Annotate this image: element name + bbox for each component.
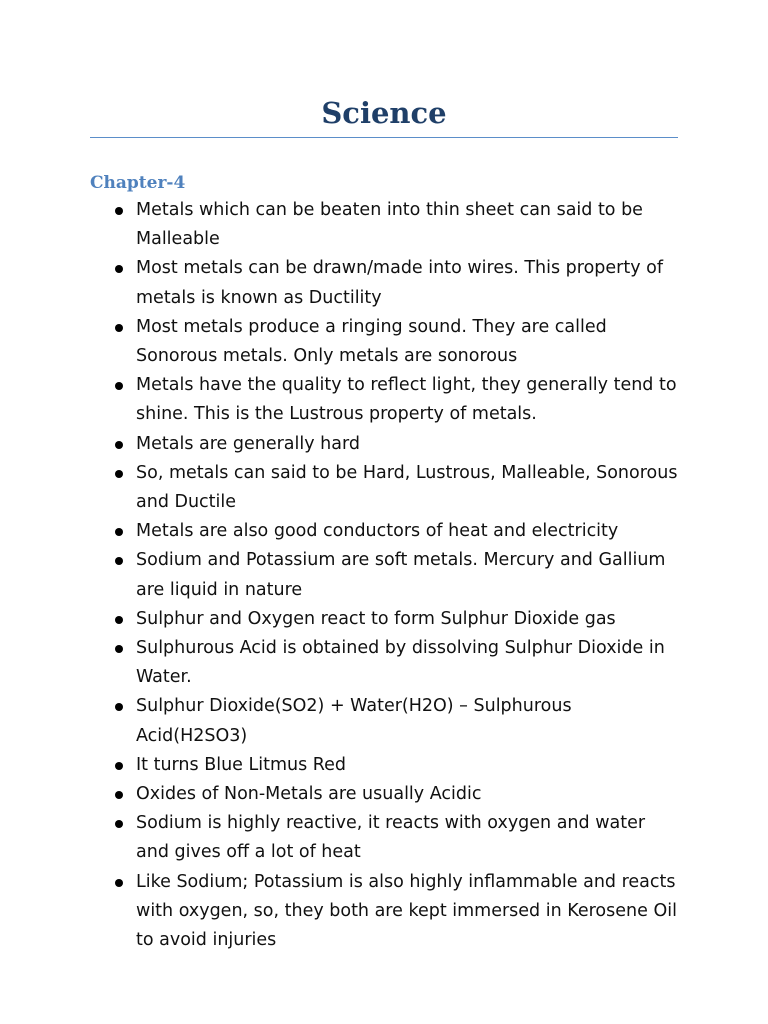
bullet-icon xyxy=(115,324,123,332)
list-item-text: Metals which can be beaten into thin sheet can said to be Malleable xyxy=(136,200,643,250)
bullet-list xyxy=(0,196,768,955)
list-item-text: So, metals can said to be Hard, Lustrous, Malleable, Sonorous and Ductile xyxy=(136,462,678,513)
page-title: Science xyxy=(321,96,447,130)
chapter-heading: Chapter-4 xyxy=(90,173,186,193)
list-item-text: Like Sodium; Potassium is also highly inflammable and reacts with oxygen, so, they both are kept immersed in Kerosene Oil to avoid injuries xyxy=(136,871,677,951)
list-item xyxy=(136,605,678,634)
list-item-text: Sodium and Potassium are soft metals. Mercury and Gallium are liquid in nature xyxy=(136,550,666,600)
list-item-text: Metals have the quality to reflect light, they generally tend to shine. This is the Lustrous property of metals. xyxy=(136,375,677,425)
list-item-text: Sulphurous Acid is obtained by dissolving Sulphur Dioxide in Water. xyxy=(136,638,665,688)
list-item-text: It turns Blue Litmus Red xyxy=(136,754,347,775)
list-item-text: Sulphur Dioxide(SO2) + Water(H2O) – Sulphurous Acid(H2SO3) xyxy=(136,696,572,746)
list-item-text: Metals are generally hard xyxy=(136,433,360,454)
bullet-icon xyxy=(115,616,123,624)
list-item-text: Metals are also good conductors of heat and electricity xyxy=(136,521,619,542)
list-item-text: Most metals can be drawn/made into wires. This property of metals is known as Ductility xyxy=(136,258,664,308)
list-item xyxy=(136,546,678,604)
list-item xyxy=(136,751,678,780)
bullet-icon xyxy=(115,265,123,273)
title-divider xyxy=(90,137,678,138)
list-item-text: Oxides of Non-Metals are usually Acidic xyxy=(136,784,482,805)
list-item xyxy=(136,780,678,809)
bullet-icon xyxy=(115,820,123,828)
bullet-icon xyxy=(115,791,123,799)
bullet-icon xyxy=(115,762,123,770)
list-item xyxy=(136,196,678,254)
list-item xyxy=(136,868,678,956)
list-item xyxy=(136,517,678,546)
list-item-text: Sodium is highly reactive, it reacts with oxygen and water and gives off a lot of heat xyxy=(136,813,646,863)
list-item xyxy=(136,430,678,459)
list-item xyxy=(136,692,678,750)
bullet-icon xyxy=(115,382,123,390)
list-item xyxy=(136,313,678,371)
bullet-icon xyxy=(115,528,123,536)
bullet-icon xyxy=(115,441,123,449)
bullet-icon xyxy=(115,645,123,653)
list-item xyxy=(136,634,678,692)
list-item xyxy=(136,459,678,517)
bullet-icon xyxy=(115,703,123,711)
list-item xyxy=(136,254,678,312)
bullet-icon xyxy=(115,557,123,565)
bullet-icon xyxy=(115,879,123,887)
list-item-text: Sulphur and Oxygen react to form Sulphur Dioxide gas xyxy=(136,608,616,629)
list-item xyxy=(136,371,678,429)
bullet-icon xyxy=(115,207,123,215)
list-item-text: Most metals produce a ringing sound. They are called Sonorous metals. Only metals are sonorous xyxy=(136,316,607,367)
list-item xyxy=(136,809,678,867)
bullet-icon xyxy=(115,470,123,478)
